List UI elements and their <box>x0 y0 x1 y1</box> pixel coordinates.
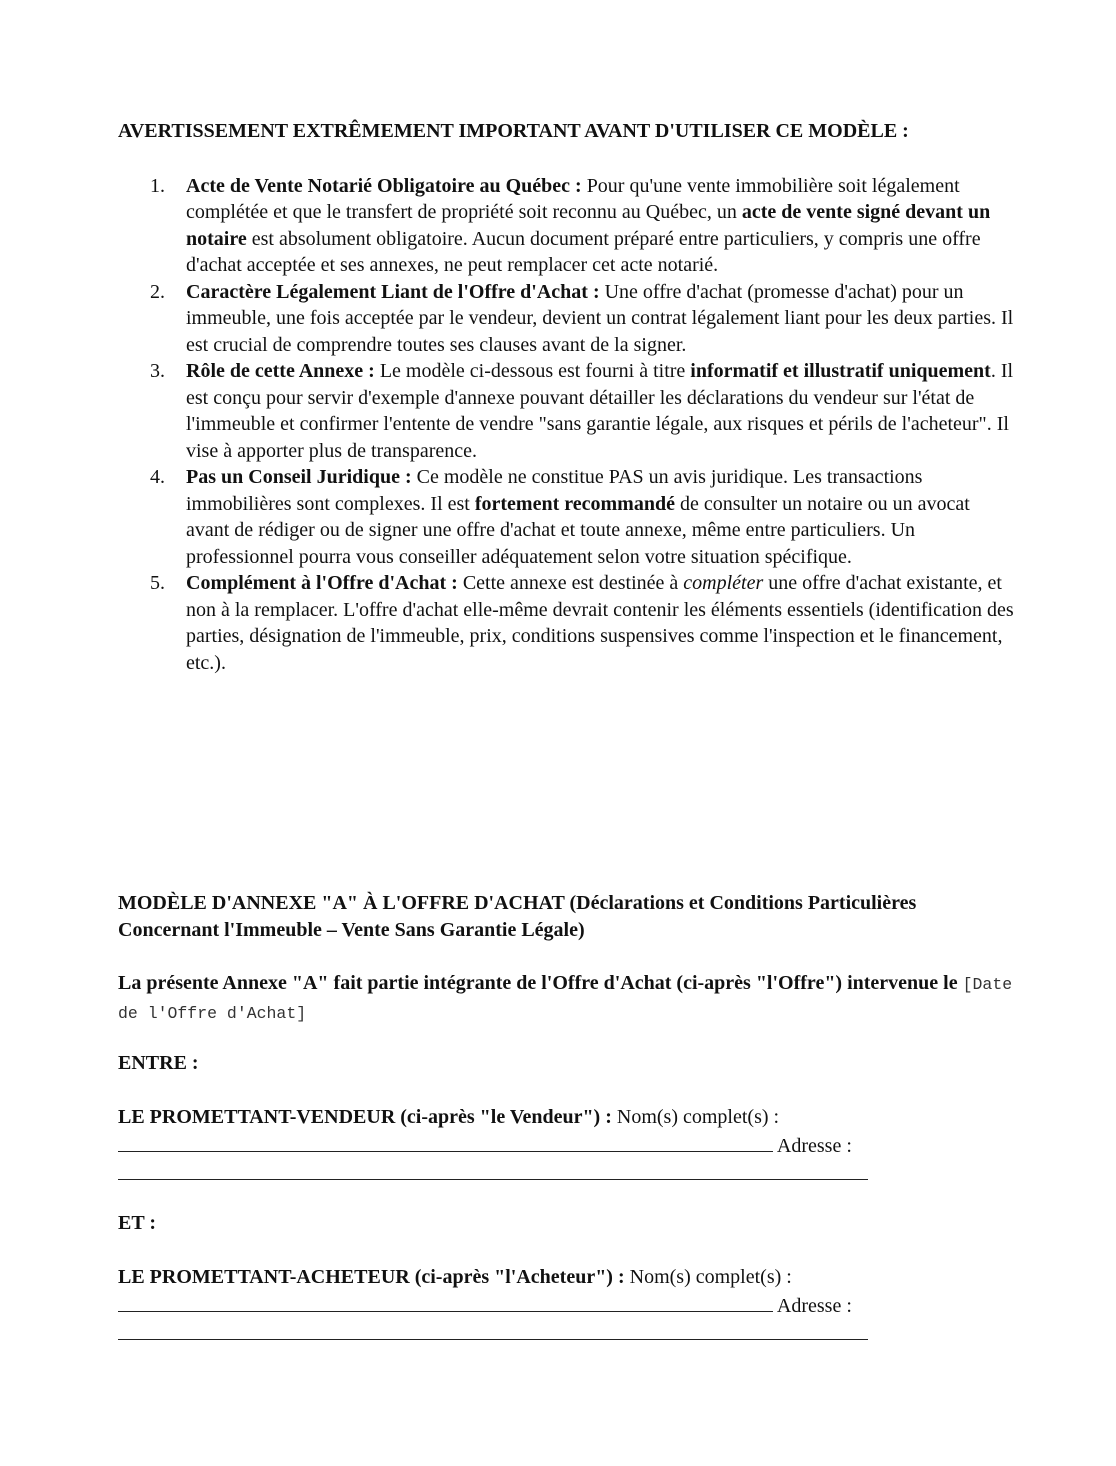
date-placeholder: [Date de l'Offre d'Achat] <box>118 975 1013 1023</box>
warning-text: Cette annexe est destinée à <box>457 572 684 594</box>
document-page <box>118 118 1018 1317</box>
warning-item <box>118 173 1018 279</box>
warning-title: AVERTISSEMENT EXTRÊMEMENT IMPORTANT AVANT D'UTILISER CE MODÈLE : <box>118 120 909 142</box>
buyer-block <box>118 1264 1018 1348</box>
warning-label: Acte de Vente Notarié Obligatoire au Québec : <box>186 174 582 197</box>
list-number: 4. <box>150 466 165 488</box>
warning-item <box>118 570 1018 676</box>
warning-item <box>118 358 1018 464</box>
entre-label: ENTRE : <box>118 1052 199 1074</box>
warning-label: Pas un Conseil Juridique : <box>186 466 412 488</box>
warning-text: de consulter un notaire ou un avocat avant de rédiger ou de signer une offre d'achat et toute annexe, même entre particuliers. Un professionnel pourra vous conseiller adéquatement selon votre situation spécifique. <box>186 492 970 568</box>
warning-text: Pour qu'une vente immobilière soit légalement complétée et que le transfert de propriété soit reconnu au Québec, un <box>186 174 960 223</box>
list-number: 1. <box>150 174 165 197</box>
warning-text: Le modèle ci-dessous est fourni à titre <box>374 360 691 382</box>
warning-label: Caractère Légalement Liant de l'Offre d'Achat : <box>186 280 600 303</box>
warning-text: une offre d'achat existante, et non à la remplacer. L'offre d'achat elle-même devrait contenir les éléments essentiels (identification des parties, désignation de l'immeuble, prix, conditions suspensives comme l'inspection et le financement, etc.). <box>186 572 1014 674</box>
buyer-name-label: Nom(s) complet(s) : <box>629 1266 792 1288</box>
warning-emphasis: compléter <box>683 572 764 594</box>
warning-emphasis: acte de vente signé devant un notaire <box>186 201 991 250</box>
intro-text: La présente Annexe "A" fait partie intégrante de l'Offre d'Achat (ci-après "l'Offre") intervenue le <box>118 972 958 994</box>
warning-item <box>118 464 1018 570</box>
buyer-address-field[interactable] <box>118 1319 868 1340</box>
warning-item <box>118 279 1018 359</box>
vendor-label: LE PROMETTANT-VENDEUR (ci-après "le Vendeur") : <box>118 1106 612 1128</box>
warning-text: est absolument obligatoire. Aucun document préparé entre particuliers, y compris une offre d'achat acceptée et ses annexes, ne peut remplacer cet acte notarié. <box>186 227 981 276</box>
warning-label: Complément à l'Offre d'Achat : <box>186 572 458 594</box>
vendor-address-label: Adresse : <box>776 1134 852 1157</box>
buyer-name-field[interactable] <box>118 1291 773 1312</box>
warning-emphasis: informatif et illustratif uniquement <box>690 360 991 382</box>
buyer-address-label: Adresse : <box>776 1294 852 1317</box>
annex-title: MODÈLE D'ANNEXE "A" À L'OFFRE D'ACHAT (Déclarations et Conditions Particulières Concernant l'Immeuble – Vente Sans Garantie Légale) <box>118 892 917 941</box>
warning-text: Une offre d'achat (promesse d'achat) pour un immeuble, une fois acceptée par le vendeur, devient un contrat légalement liant pour les deux parties. Il est crucial de comprendre toutes ses clauses avant de la signer. <box>186 280 1014 356</box>
warnings-list <box>118 173 1018 677</box>
buyer-label: LE PROMETTANT-ACHETEUR (ci-après "l'Acheteur") : <box>118 1266 625 1288</box>
warning-text: Ce modèle ne constitue PAS un avis juridique. Les transactions immobilières sont complexes. Il est <box>186 466 923 515</box>
et-label: ET : <box>118 1212 156 1234</box>
list-number: 2. <box>150 280 165 303</box>
warning-text: . Il est conçu pour servir d'exemple d'annexe pouvant détailler les déclarations du vendeur sur l'état de l'immeuble et confirmer l'entente de vendre "sans garantie légale, aux risques et périls de l'acheteur". Il vise à apporter plus de transparence. <box>186 360 1014 462</box>
warning-emphasis: fortement recommandé <box>474 492 675 515</box>
vendor-name-field[interactable] <box>118 1131 773 1152</box>
intro-paragraph <box>118 970 1018 1027</box>
vendor-name-label: Nom(s) complet(s) : <box>616 1106 780 1128</box>
list-number: 5. <box>150 572 165 594</box>
list-number: 3. <box>150 360 165 382</box>
vendor-block <box>118 1104 1018 1188</box>
vendor-address-field[interactable] <box>118 1159 868 1180</box>
warning-label: Rôle de cette Annexe : <box>186 360 375 382</box>
